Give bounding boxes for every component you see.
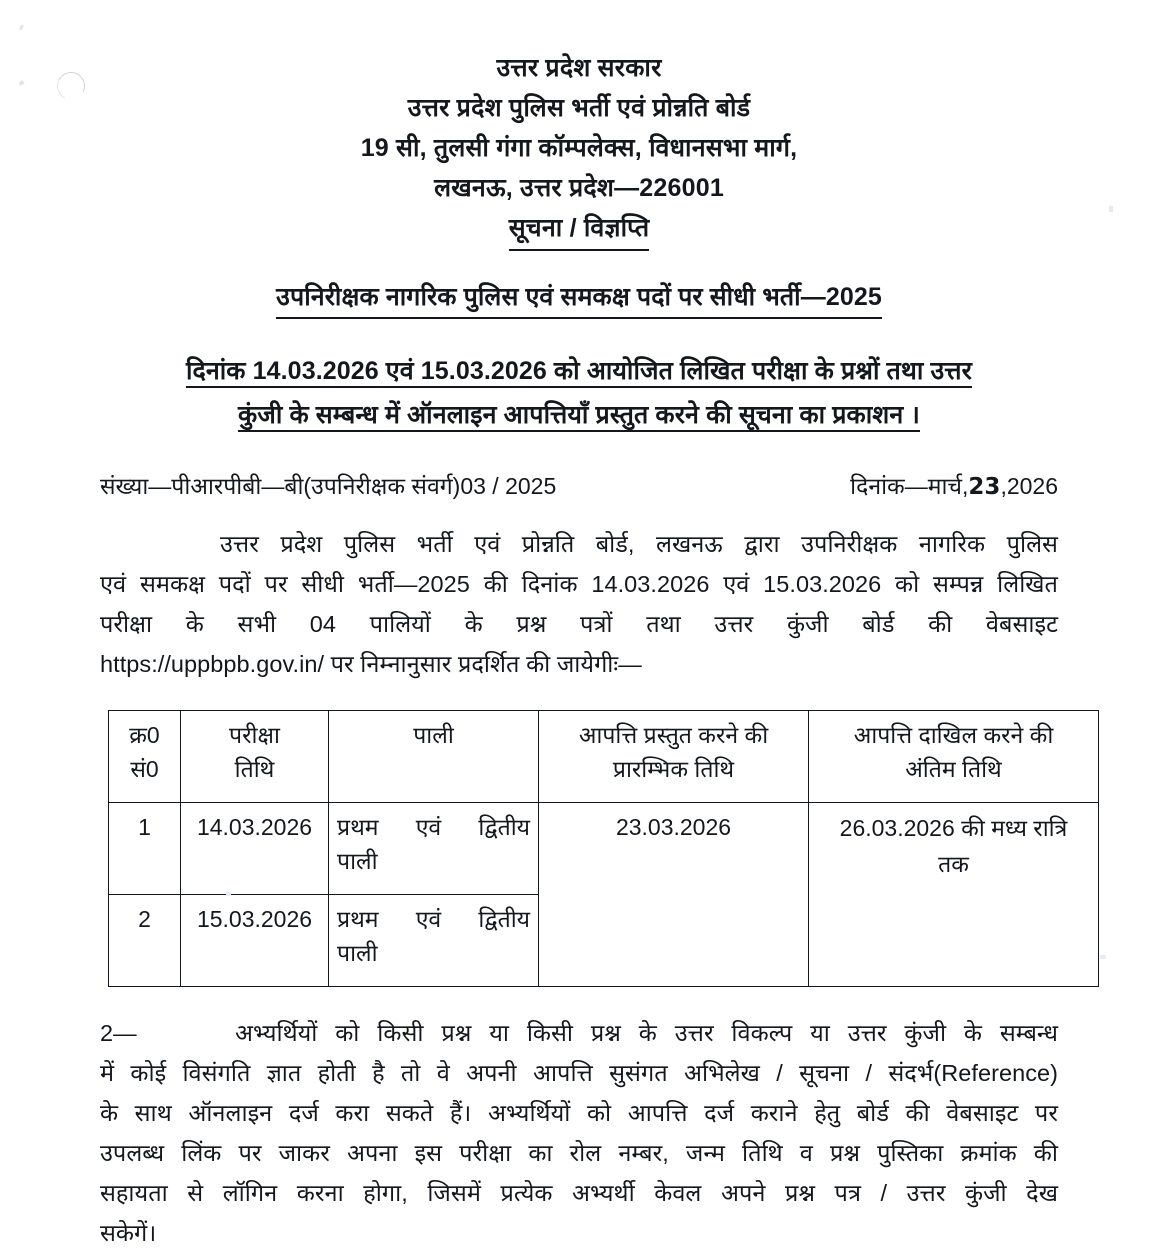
paragraph-2-line-5: सहायता से लॉगिन करना होगा, जिसमें प्रत्येक अभ्यर्थी केवल अपने प्रश्न पत्र / उत्तर कुंजी देख	[100, 1180, 1058, 1206]
document-type-label: सूचना / विज्ञप्ति	[509, 208, 650, 251]
board-name: उत्तर प्रदेश पुलिस भर्ती एवं प्रोन्नति बोर्ड	[407, 94, 751, 122]
row-2-exam-date: 15.03.2026	[181, 895, 329, 987]
date-day-handwritten: 23	[968, 474, 1001, 500]
objection-start-header-line-1: आपत्ति प्रस्तुत करने की	[578, 722, 769, 748]
objection-start-header-line-2: प्रारम्भिक तिथि	[612, 756, 735, 782]
date-year: ,2026	[1000, 473, 1058, 499]
objection-end-date-merged	[809, 803, 1099, 987]
masthead	[0, 0, 1158, 251]
row-2-shift	[329, 895, 539, 987]
row-2-sno: 2	[109, 895, 181, 987]
row-2-shift-line-2: पाली	[337, 940, 378, 966]
reference-number: संख्या—पीआरपीबी—बी(उपनिरीक्षक संवर्ग)03 / 2025	[100, 473, 557, 499]
row-1-sno: 1	[109, 803, 181, 895]
scan-artifact-fleck	[1109, 206, 1113, 212]
date-prefix: दिनांक—मार्च,	[850, 473, 969, 499]
scan-artifact-fleck	[1100, 955, 1106, 959]
address-line-2: लखनऊ, उत्तर प्रदेश—226001	[434, 174, 724, 202]
row-1-exam-date: 14.03.2026	[181, 803, 329, 895]
row-1-shift-line-2: पाली	[337, 848, 378, 874]
statement-line-2: कुंजी के सम्बन्ध में ऑनलाइन आपत्तियाँ प्रस्तुत करने की सूचना का प्रकाशन ।	[238, 401, 920, 432]
paragraph-2-text-1: अभ्यर्थियों को किसी प्रश्न या किसी प्रश्न के उत्तर विकल्प या उत्तर कुंजी के सम्बन्ध	[235, 1020, 1058, 1046]
objection-end-line-1: 26.03.2026 की मध्य रात्रि	[839, 815, 1068, 841]
paragraph-1-line-1	[100, 524, 1058, 564]
paragraph-2-line-2: में कोई विसंगति ज्ञात होती है तो वे अपनी आपत्ति सुसंगत अभिलेख / सूचना / संदर्भ(Reference)	[100, 1060, 1058, 1086]
objection-end-header-line-1: आपत्ति दाखिल करने की	[853, 722, 1054, 748]
table-header-row	[109, 711, 1099, 803]
column-header-objection-end	[809, 711, 1099, 803]
reference-date	[850, 471, 1058, 502]
paragraph-2-line-1	[100, 1013, 1058, 1053]
objection-end-header-line-2: अंतिम तिथि	[905, 756, 1002, 782]
reference-line	[100, 471, 1058, 502]
column-header-sno	[109, 711, 181, 803]
paragraph-1-line-3: परीक्षा के सभी 04 पालियों के प्रश्न पत्रों तथा उत्तर कुंजी बोर्ड की वेबसाइट	[100, 611, 1058, 637]
statement-line-1: दिनांक 14.03.2026 एवं 15.03.2026 को आयोजित लिखित परीक्षा के प्रश्नों तथा उत्तर	[186, 357, 972, 388]
paragraph-2-line-3: के साथ ऑनलाइन दर्ज करा सकते हैं। अभ्यर्थियों को आपत्ति दर्ज कराने हेतु बोर्ड की वेबसाइट पर	[100, 1100, 1058, 1126]
subject-title: उपनिरीक्षक नागरिक पुलिस एवं समकक्ष पदों पर सीधी भर्ती—2025	[276, 279, 882, 319]
statement-block	[100, 349, 1058, 437]
paragraph-2-line-4: उपलब्ध लिंक पर जाकर अपना इस परीक्षा का रोल नम्बर, जन्म तिथि व प्रश्न पुस्तिका क्रमांक की	[100, 1140, 1058, 1166]
paragraph-2-number: 2—	[100, 1020, 137, 1046]
column-header-exam-date	[181, 711, 329, 803]
address-line-1: 19 सी, तुलसी गंगा कॉम्पलेक्स, विधानसभा मार्ग,	[360, 134, 798, 162]
row-1-shift	[329, 803, 539, 895]
shift-header-label: पाली	[413, 722, 454, 748]
scan-artifact-fleck	[226, 892, 231, 896]
schedule-table-wrapper	[108, 710, 1098, 987]
objection-end-line-2: तक	[938, 851, 969, 877]
row-1-shift-line-1: प्रथम एवं द्वितीय	[337, 814, 530, 840]
column-header-shift	[329, 711, 539, 803]
paragraph-1-text-1: उत्तर प्रदेश पुलिस भर्ती एवं प्रोन्नति बोर्ड, लखनऊ द्वारा उपनिरीक्षक नागरिक पुलिस	[220, 531, 1058, 557]
government-name: उत्तर प्रदेश सरकार	[496, 54, 662, 82]
column-header-objection-start	[539, 711, 809, 803]
exam-date-header-line-1: परीक्षा	[229, 722, 280, 748]
row-2-shift-line-1: प्रथम एवं द्वितीय	[337, 906, 530, 932]
sno-header-line-2: सं0	[130, 756, 159, 782]
exam-date-header-line-2: तिथि	[234, 756, 275, 782]
paragraph-2-line-6: सकेगें।	[100, 1220, 157, 1246]
table-row	[109, 803, 1099, 895]
paragraph-1-line-4: https://uppbpb.gov.in/ पर निम्नानुसार प्रदर्शित की जायेगीः—	[100, 651, 642, 677]
paragraph-2	[100, 1013, 1058, 1253]
schedule-table	[108, 710, 1099, 987]
paragraph-1	[100, 524, 1058, 684]
subject-wrapper	[0, 279, 1158, 319]
paragraph-1-line-2: एवं समकक्ष पदों पर सीधी भर्ती—2025 की दिनांक 14.03.2026 एवं 15.03.2026 को सम्पन्न लिखित	[100, 571, 1058, 597]
objection-start-date-merged: 23.03.2026	[539, 803, 809, 987]
sno-header-line-1: क्र0	[129, 722, 160, 748]
